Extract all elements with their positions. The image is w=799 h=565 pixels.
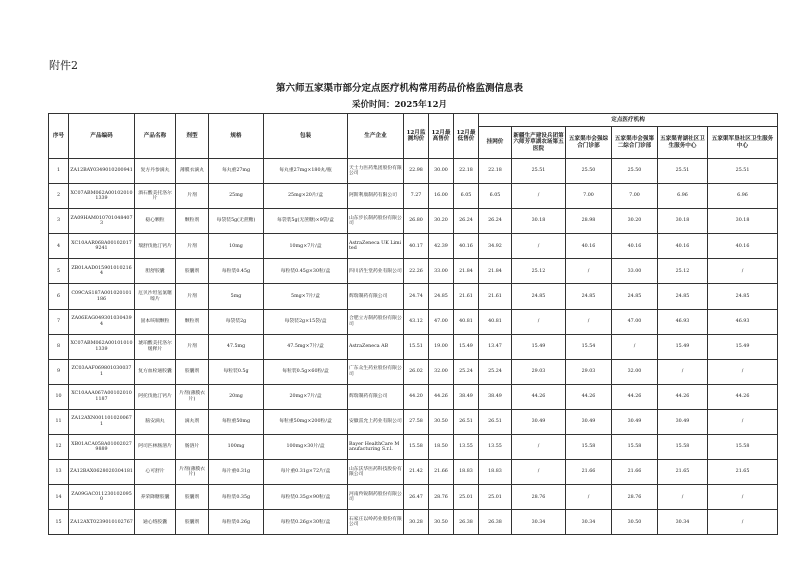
cell-code: ZA12BAX0628020304181 <box>69 460 135 485</box>
cell-spec: 5mg <box>209 284 264 309</box>
cell-institution-2: 21.66 <box>566 460 612 485</box>
cell-institution-1: 30.49 <box>512 409 566 434</box>
cell-maker: AstraZeneca AB <box>348 334 404 359</box>
cell-institution-4: 30.34 <box>658 510 708 535</box>
cell-institution-3: 30.49 <box>612 409 658 434</box>
cell-monitor-avg: 15.51 <box>404 334 429 359</box>
cell-form: 片剂 <box>176 284 209 309</box>
table-row <box>49 485 778 510</box>
cell-maker: 四川济生堂药业有限公司 <box>348 259 404 284</box>
cell-list-price: 38.49 <box>479 384 512 409</box>
header-institution-5: 五家渠军垦社区卫生服务中心 <box>708 127 778 159</box>
cell-low: 25.24 <box>454 359 479 384</box>
table-body <box>49 159 778 535</box>
table-row <box>49 159 778 184</box>
cell-institution-4: 46.93 <box>658 309 708 334</box>
cell-seq: 6 <box>49 284 69 309</box>
cell-maker: 合肥立方制药股份有限公司 <box>348 309 404 334</box>
cell-high: 24.85 <box>429 284 454 309</box>
table-row <box>49 184 778 209</box>
cell-institution-5: 44.26 <box>708 384 778 409</box>
header-institution-2: 五家渠市会强综合门诊部 <box>566 127 612 159</box>
cell-name: 稳心颗粒 <box>135 209 176 234</box>
cell-pack: 10mg×7片/盒 <box>264 234 348 259</box>
cell-pack: 20mg×7片/盒 <box>264 384 348 409</box>
table-row <box>49 409 778 434</box>
cell-institution-5: 15.58 <box>708 435 778 460</box>
cell-high: 44.26 <box>429 384 454 409</box>
header-code: 产品编码 <box>69 114 135 159</box>
cell-institution-1: 25.51 <box>512 159 566 184</box>
cell-code: ZA12AXT0239010102767 <box>69 510 135 535</box>
cell-spec: 每粒装0.26g <box>209 510 264 535</box>
cell-institution-2: 15.58 <box>566 435 612 460</box>
cell-seq: 14 <box>49 485 69 510</box>
cell-high: 33.00 <box>429 259 454 284</box>
cell-pack: 每袋装2g×15袋/盒 <box>264 309 348 334</box>
cell-code: ZA12BAY0349010200941 <box>69 159 135 184</box>
cell-maker: 河南羚锐制药股份有限公司 <box>348 485 404 510</box>
header-institution-4: 五家渠青湖社区卫生服务中心 <box>658 127 708 159</box>
cell-seq: 11 <box>49 409 69 434</box>
cell-name: 脑安滴丸 <box>135 409 176 434</box>
cell-monitor-avg: 40.17 <box>404 234 429 259</box>
cell-monitor-avg: 27.58 <box>404 409 429 434</box>
cell-institution-3: 40.16 <box>612 234 658 259</box>
cell-institution-3: 44.26 <box>612 384 658 409</box>
cell-pack: 每丸重27mg×180丸/瓶 <box>264 159 348 184</box>
cell-institution-5: 40.16 <box>708 234 778 259</box>
cell-spec: 每粒装0.45g <box>209 259 264 284</box>
cell-seq: 3 <box>49 209 69 234</box>
cell-pack: 每袋装5g(无蔗糖)×9袋/盒 <box>264 209 348 234</box>
cell-list-price: 13.47 <box>479 334 512 359</box>
cell-name: 酒石酸美托洛尔片 <box>135 184 176 209</box>
cell-maker: 天士力医药集团股份有限公司 <box>348 159 404 184</box>
cell-low: 26.38 <box>454 510 479 535</box>
cell-low: 38.49 <box>454 384 479 409</box>
cell-seq: 10 <box>49 384 69 409</box>
cell-institution-4: 44.26 <box>658 384 708 409</box>
header-spec: 规格 <box>209 114 264 159</box>
header-maker: 生产企业 <box>348 114 404 159</box>
cell-high: 30.00 <box>429 159 454 184</box>
cell-high: 28.76 <box>429 485 454 510</box>
cell-code: ZA06EAG0493010304394 <box>69 309 135 334</box>
cell-maker: 阿斯利康制药有限公司 <box>348 184 404 209</box>
cell-institution-2: 28.98 <box>566 209 612 234</box>
cell-institution-2: / <box>566 309 612 334</box>
cell-institution-4: 15.49 <box>658 334 708 359</box>
cell-institution-1: 15.49 <box>512 334 566 359</box>
cell-list-price: 26.24 <box>479 209 512 234</box>
cell-maker: 广东众生药业股份有限公司 <box>348 359 404 384</box>
cell-name: 心可舒片 <box>135 460 176 485</box>
cell-institution-4: / <box>658 359 708 384</box>
cell-list-price: 21.84 <box>479 259 512 284</box>
cell-low: 22.18 <box>454 159 479 184</box>
cell-name: 阿司匹林肠溶片 <box>135 435 176 460</box>
cell-pack: 每粒装0.45g×30粒/盒 <box>264 259 348 284</box>
cell-spec: 每粒装0.5g <box>209 359 264 384</box>
cell-institution-3: 30.50 <box>612 510 658 535</box>
cell-name: 瑞舒伐他汀钙片 <box>135 234 176 259</box>
cell-maker: AstraZeneca UK Limited <box>348 234 404 259</box>
cell-institution-3: 32.00 <box>612 359 658 384</box>
cell-institution-4: 21.65 <box>658 460 708 485</box>
table-row <box>49 435 778 460</box>
header-high: 12月最高售价 <box>429 114 454 159</box>
cell-form: 胶囊剂 <box>176 259 209 284</box>
cell-low: 18.83 <box>454 460 479 485</box>
cell-institution-4: 24.85 <box>658 284 708 309</box>
cell-list-price: 13.55 <box>479 435 512 460</box>
cell-name: 复方血栓通胶囊 <box>135 359 176 384</box>
cell-low: 26.24 <box>454 209 479 234</box>
cell-pack: 每粒重50mg×200粒/盒 <box>264 409 348 434</box>
cell-institution-4: 6.96 <box>658 184 708 209</box>
cell-institution-5: 21.65 <box>708 460 778 485</box>
cell-seq: 13 <box>49 460 69 485</box>
cell-spec: 每袋装5g(无蔗糖) <box>209 209 264 234</box>
cell-institution-5: 46.93 <box>708 309 778 334</box>
cell-pack: 100mg×30片/盒 <box>264 435 348 460</box>
cell-institution-5: 24.85 <box>708 284 778 309</box>
cell-form: 胶囊剂 <box>176 510 209 535</box>
cell-seq: 1 <box>49 159 69 184</box>
cell-institution-1: 25.12 <box>512 259 566 284</box>
cell-institution-3: 25.50 <box>612 159 658 184</box>
table-row <box>49 460 778 485</box>
cell-institution-1: / <box>512 460 566 485</box>
cell-seq: 7 <box>49 309 69 334</box>
cell-institution-4: 30.49 <box>658 409 708 434</box>
cell-code: XC07ABM062A001010101339 <box>69 334 135 359</box>
cell-maker: 山东沃华医药科技股份有限公司 <box>348 460 404 485</box>
cell-institution-1: 29.03 <box>512 359 566 384</box>
cell-high: 16.00 <box>429 184 454 209</box>
cell-form: 片剂(薄膜衣片) <box>176 460 209 485</box>
table-row <box>49 334 778 359</box>
cell-spec: 20mg <box>209 384 264 409</box>
cell-spec: 每袋装2g <box>209 309 264 334</box>
cell-pack: 每粒装0.26g×30粒/盒 <box>264 510 348 535</box>
cell-pack: 每片重0.31g×72片/盒 <box>264 460 348 485</box>
cell-seq: 4 <box>49 234 69 259</box>
cell-institution-1: / <box>512 184 566 209</box>
header-low: 12月最低售价 <box>454 114 479 159</box>
cell-institution-4: / <box>658 485 708 510</box>
cell-institution-5: / <box>708 359 778 384</box>
cell-list-price: 34.92 <box>479 234 512 259</box>
cell-institution-2: 7.00 <box>566 184 612 209</box>
cell-low: 6.05 <box>454 184 479 209</box>
cell-list-price: 6.05 <box>479 184 512 209</box>
cell-code: XC10AAR068A001020179241 <box>69 234 135 259</box>
cell-institution-3: 21.66 <box>612 460 658 485</box>
cell-institution-5: 25.51 <box>708 159 778 184</box>
cell-seq: 2 <box>49 184 69 209</box>
document-subtitle: 采价时间：2025年12月 <box>352 100 447 110</box>
cell-institution-4: 25.51 <box>658 159 708 184</box>
cell-list-price: 25.24 <box>479 359 512 384</box>
header-row-top <box>49 114 778 127</box>
cell-spec: 25mg <box>209 184 264 209</box>
cell-maker: 山东步长制药股份有限公司 <box>348 209 404 234</box>
cell-institution-2: 25.50 <box>566 159 612 184</box>
cell-list-price: 18.83 <box>479 460 512 485</box>
cell-code: ZC03AAF0698010300371 <box>69 359 135 384</box>
cell-maker: 辉瑞制药有限公司 <box>348 284 404 309</box>
cell-maker: 安徽雷允上药业有限公司 <box>348 409 404 434</box>
table-row <box>49 284 778 309</box>
cell-monitor-avg: 44.20 <box>404 384 429 409</box>
header-institution-3: 五家渠市会强第二综合门诊部 <box>612 127 658 159</box>
cell-maker: 石家庄以岭药业股份有限公司 <box>348 510 404 535</box>
cell-institution-3: / <box>612 334 658 359</box>
cell-institution-5: 30.18 <box>708 209 778 234</box>
cell-institution-2: / <box>566 259 612 284</box>
cell-institution-1: / <box>512 234 566 259</box>
cell-institution-1: 28.76 <box>512 485 566 510</box>
cell-seq: 15 <box>49 510 69 535</box>
cell-monitor-avg: 30.28 <box>404 510 429 535</box>
cell-low: 13.55 <box>454 435 479 460</box>
header-list-price: 挂网价 <box>479 127 512 159</box>
cell-institution-4: 40.16 <box>658 234 708 259</box>
cell-name: 胆舒胶囊 <box>135 259 176 284</box>
cell-spec: 100mg <box>209 435 264 460</box>
cell-institution-5: / <box>708 485 778 510</box>
cell-form: 肠溶片 <box>176 435 209 460</box>
cell-institution-1: / <box>512 435 566 460</box>
table-row <box>49 259 778 284</box>
cell-institution-2: 44.26 <box>566 384 612 409</box>
cell-form: 颗粒剂 <box>176 209 209 234</box>
cell-institution-3: 7.00 <box>612 184 658 209</box>
cell-institution-2: 30.34 <box>566 510 612 535</box>
cell-institution-3: 15.58 <box>612 435 658 460</box>
cell-institution-2: 30.49 <box>566 409 612 434</box>
cell-list-price: 40.81 <box>479 309 512 334</box>
cell-institution-1: 30.34 <box>512 510 566 535</box>
cell-institution-3: 28.76 <box>612 485 658 510</box>
cell-institution-4: 30.18 <box>658 209 708 234</box>
cell-maker: 辉瑞制药有限公司 <box>348 384 404 409</box>
cell-seq: 12 <box>49 435 69 460</box>
cell-spec: 10mg <box>209 234 264 259</box>
cell-monitor-avg: 7.27 <box>404 184 429 209</box>
cell-low: 26.51 <box>454 409 479 434</box>
cell-list-price: 22.18 <box>479 159 512 184</box>
cell-institution-5: 6.96 <box>708 184 778 209</box>
cell-list-price: 26.51 <box>479 409 512 434</box>
cell-monitor-avg: 24.74 <box>404 284 429 309</box>
cell-institution-5: / <box>708 259 778 284</box>
cell-seq: 5 <box>49 259 69 284</box>
cell-institution-2: 15.54 <box>566 334 612 359</box>
cell-institution-2: 29.03 <box>566 359 612 384</box>
cell-list-price: 21.61 <box>479 284 512 309</box>
cell-form: 片剂 <box>176 184 209 209</box>
cell-list-price: 26.38 <box>479 510 512 535</box>
cell-high: 19.00 <box>429 334 454 359</box>
cell-seq: 8 <box>49 334 69 359</box>
cell-pack: 每粒装0.35g×90粒/盒 <box>264 485 348 510</box>
cell-name: 通心络胶囊 <box>135 510 176 535</box>
attachment-label: 附件2 <box>49 59 78 72</box>
cell-spec: 47.5mg <box>209 334 264 359</box>
cell-spec: 每片重0.31g <box>209 460 264 485</box>
table-row <box>49 309 778 334</box>
price-table <box>48 113 778 535</box>
cell-institution-4: 15.58 <box>658 435 708 460</box>
header-seq: 序号 <box>49 114 69 159</box>
table-row <box>49 209 778 234</box>
cell-low: 21.84 <box>454 259 479 284</box>
cell-form: 薄膜衣滴丸 <box>176 159 209 184</box>
cell-monitor-avg: 22.98 <box>404 159 429 184</box>
cell-code: ZA09GAC0112301020950 <box>69 485 135 510</box>
cell-high: 30.50 <box>429 409 454 434</box>
cell-name: 养荣降糖胶囊 <box>135 485 176 510</box>
cell-institution-3: 47.00 <box>612 309 658 334</box>
header-institution-1: 新疆生产建设兵团第六师芳草湖农场第五医院 <box>512 127 566 159</box>
cell-form: 片剂 <box>176 234 209 259</box>
cell-pack: 5mg×7片/盒 <box>264 284 348 309</box>
cell-institution-3: 24.85 <box>612 284 658 309</box>
cell-code: ZB01AAD0159010102164 <box>69 259 135 284</box>
cell-institution-1: 44.26 <box>512 384 566 409</box>
cell-institution-5: / <box>708 409 778 434</box>
cell-form: 颗粒剂 <box>176 309 209 334</box>
cell-monitor-avg: 26.47 <box>404 485 429 510</box>
cell-code: XB01ACA058A010020279889 <box>69 435 135 460</box>
cell-monitor-avg: 22.26 <box>404 259 429 284</box>
document-title: 第六师五家渠市部分定点医疗机构常用药品价格监测信息表 <box>275 83 523 94</box>
cell-institution-2: 40.16 <box>566 234 612 259</box>
table-row <box>49 384 778 409</box>
cell-low: 40.16 <box>454 234 479 259</box>
cell-form: 滴丸剂 <box>176 409 209 434</box>
header-monitor-avg: 12月监测均价 <box>404 114 429 159</box>
header-form: 剂型 <box>176 114 209 159</box>
table-row <box>49 510 778 535</box>
cell-institution-4: 25.12 <box>658 259 708 284</box>
cell-spec: 每丸重27mg <box>209 159 264 184</box>
cell-maker: Bayer HealthCare Manufacturing S.r.l. <box>348 435 404 460</box>
cell-list-price: 25.01 <box>479 485 512 510</box>
cell-high: 32.00 <box>429 359 454 384</box>
cell-seq: 9 <box>49 359 69 384</box>
header-name: 产品名称 <box>135 114 176 159</box>
cell-institution-1: 24.85 <box>512 284 566 309</box>
cell-monitor-avg: 26.02 <box>404 359 429 384</box>
cell-high: 30.50 <box>429 510 454 535</box>
cell-name: 琥珀酸美托洛尔缓释片 <box>135 334 176 359</box>
cell-form: 胶囊剂 <box>176 485 209 510</box>
header-institutions-group: 定点医疗机构 <box>479 114 778 127</box>
cell-high: 21.66 <box>429 460 454 485</box>
cell-institution-2: 24.85 <box>566 284 612 309</box>
cell-institution-5: 15.49 <box>708 334 778 359</box>
cell-monitor-avg: 21.42 <box>404 460 429 485</box>
cell-code: ZA09HAM0107010484073 <box>69 209 135 234</box>
cell-high: 30.20 <box>429 209 454 234</box>
cell-code: C09CAS187A001020101186 <box>69 284 135 309</box>
cell-institution-2: / <box>566 485 612 510</box>
cell-form: 片剂 <box>176 334 209 359</box>
cell-low: 40.81 <box>454 309 479 334</box>
cell-pack: 每粒装0.5g×60粒/盒 <box>264 359 348 384</box>
cell-monitor-avg: 26.80 <box>404 209 429 234</box>
cell-spec: 每粒重50mg <box>209 409 264 434</box>
cell-name: 固本咳喘颗粒 <box>135 309 176 334</box>
cell-low: 21.61 <box>454 284 479 309</box>
table-row <box>49 359 778 384</box>
cell-institution-5: / <box>708 510 778 535</box>
cell-code: XC10AAA067A001020101187 <box>69 384 135 409</box>
cell-name: 厄贝沙坦氢氯噻嗪片 <box>135 284 176 309</box>
cell-monitor-avg: 15.58 <box>404 435 429 460</box>
cell-code: XC07ABM062A001020101339 <box>69 184 135 209</box>
cell-institution-3: 33.00 <box>612 259 658 284</box>
cell-high: 47.00 <box>429 309 454 334</box>
cell-low: 25.01 <box>454 485 479 510</box>
cell-high: 42.39 <box>429 234 454 259</box>
cell-low: 15.49 <box>454 334 479 359</box>
table-row <box>49 234 778 259</box>
cell-code: ZA12AXN0011010200671 <box>69 409 135 434</box>
cell-institution-3: 30.20 <box>612 209 658 234</box>
cell-pack: 47.5mg×7片/盒 <box>264 334 348 359</box>
cell-pack: 25mg×20片/盒 <box>264 184 348 209</box>
cell-name: 阿托伐他汀钙片 <box>135 384 176 409</box>
cell-form: 片剂(薄膜衣片) <box>176 384 209 409</box>
cell-name: 复方丹参滴丸 <box>135 159 176 184</box>
header-pack: 包装 <box>264 114 348 159</box>
cell-monitor-avg: 43.12 <box>404 309 429 334</box>
cell-form: 胶囊剂 <box>176 359 209 384</box>
cell-institution-1: / <box>512 309 566 334</box>
cell-high: 18.50 <box>429 435 454 460</box>
cell-institution-1: 30.18 <box>512 209 566 234</box>
cell-spec: 每粒装0.35g <box>209 485 264 510</box>
